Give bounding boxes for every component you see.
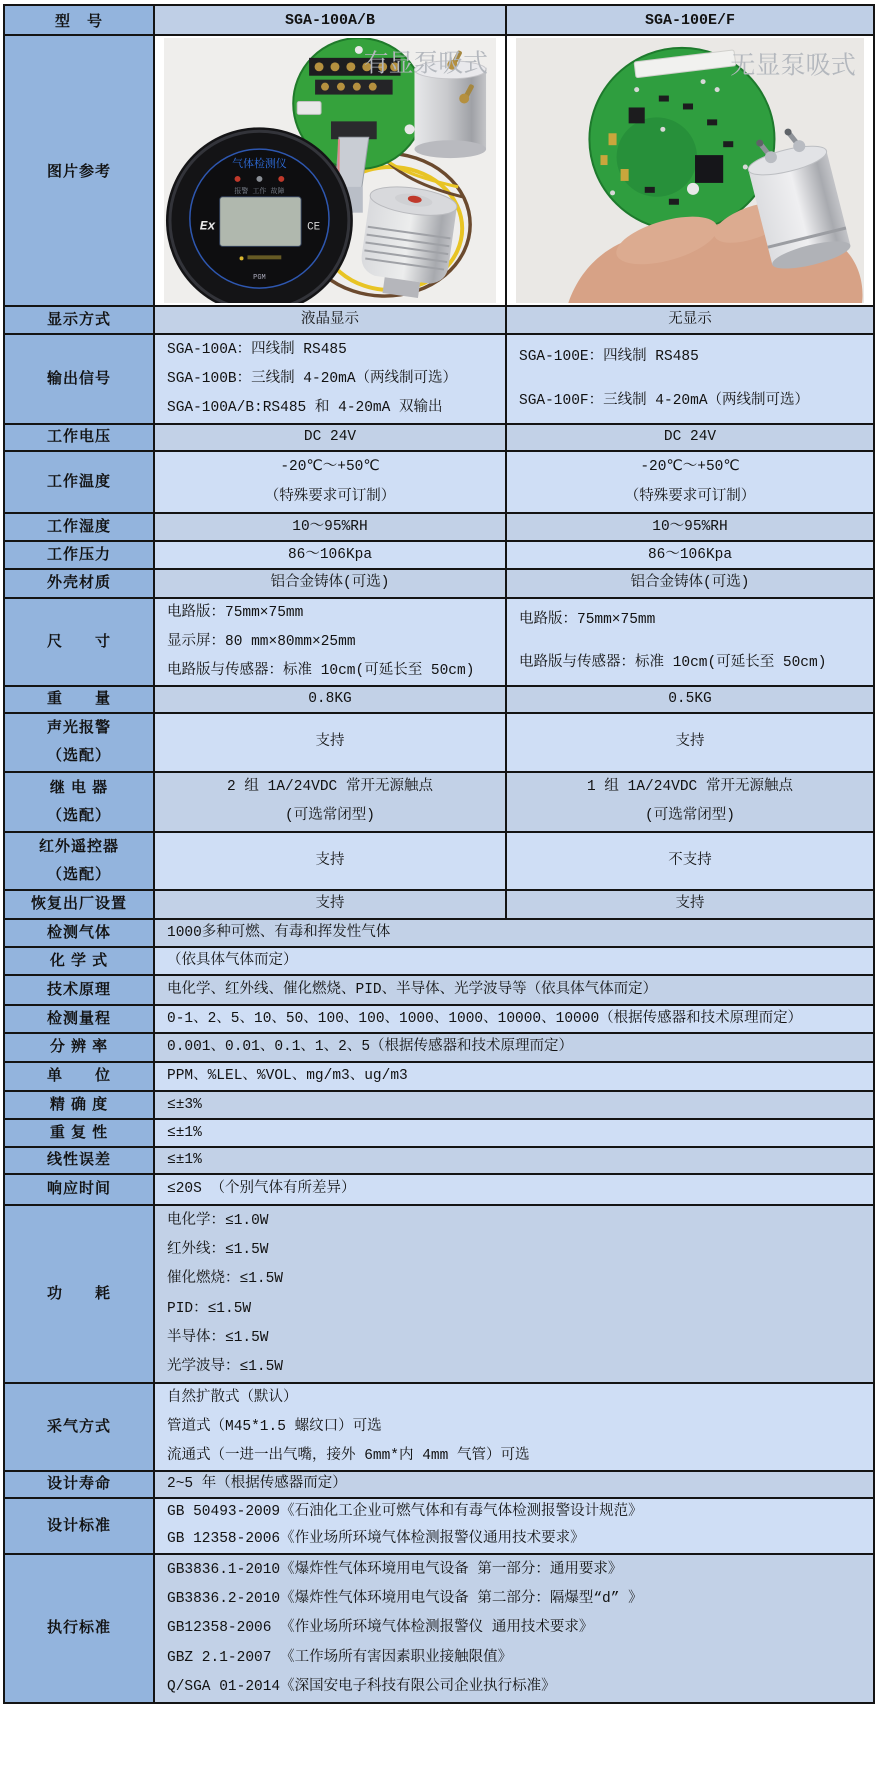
text-line: SGA-100E：四线制 RS485 [519, 348, 699, 365]
text-line: 分 辨 率 [49, 1038, 109, 1056]
text-line: 化 学 式 [49, 951, 109, 969]
value-right [507, 714, 873, 771]
value-right [507, 570, 873, 597]
row-label [5, 1006, 155, 1032]
text-line: ≤±1% [167, 1152, 202, 1169]
text-line: 单 位 [46, 1067, 111, 1085]
value-merged [155, 1555, 873, 1702]
row-label [5, 1206, 155, 1382]
left-product-photo [164, 38, 496, 303]
text-line: (可选常闭型) [645, 808, 735, 825]
row-dimensions [5, 597, 873, 685]
row-label [5, 773, 155, 831]
text-line: 铝合金铸体(可选) [270, 575, 390, 592]
row-power-consumption [5, 1204, 873, 1382]
photo-right-cell [507, 36, 873, 305]
text-line: 1 组 1A/24VDC 常开无源触点 [587, 779, 793, 796]
text-line: 检测量程 [46, 1009, 111, 1027]
text-line: 自然扩散式（默认） [167, 1390, 298, 1407]
value-left [155, 307, 507, 333]
text-line: SGA-100A/B:RS485 和 4-20mA 双输出 [167, 400, 443, 417]
row-relay [5, 771, 873, 831]
text-line: （特殊要求可订制） [624, 488, 756, 505]
text-line: 外壳材质 [46, 574, 111, 592]
text-line: 线性误差 [46, 1151, 111, 1169]
text-line: Q/SGA 01-2014《深国安电子科技有限公司企业执行标准》 [167, 1679, 556, 1696]
image-row-label: 图片参考 [5, 36, 155, 305]
value-merged [155, 1034, 873, 1061]
text-line: 精 确 度 [49, 1095, 109, 1113]
photo-left-cell [155, 36, 507, 305]
row-label [5, 425, 155, 450]
value-left [155, 687, 507, 712]
text-line: 执行标准 [46, 1619, 111, 1637]
text-line: 电路版与传感器：标准 10cm(可延长至 50cm) [519, 655, 827, 672]
value-left [155, 514, 507, 540]
row-label [5, 687, 155, 712]
text-line: 支持 [675, 896, 705, 913]
text-line: GBZ 2.1-2007 《工作场所有害因素职业接触限值》 [167, 1649, 513, 1666]
text-line: 管道式（M45*1.5 螺纹口）可选 [167, 1418, 382, 1435]
text-line: 液晶显示 [301, 311, 359, 328]
text-line: 支持 [315, 896, 345, 913]
text-line: 显示方式 [46, 310, 111, 328]
text-line: -20℃～+50℃ [640, 458, 740, 475]
row-label [5, 976, 155, 1004]
row-label [5, 542, 155, 568]
text-line: 0.5KG [668, 691, 712, 708]
text-line: 电路版：75mm×75mm [519, 612, 656, 629]
text-line: 86～106Kpa [287, 546, 373, 563]
text-line: 电路版与传感器：标准 10cm(可延长至 50cm) [167, 662, 475, 679]
text-line: 继 电 器 [49, 778, 109, 796]
text-line: 设计标准 [46, 1516, 111, 1534]
value-left [155, 335, 507, 423]
text-line: 86～106Kpa [647, 546, 733, 563]
value-merged [155, 920, 873, 946]
right-product-photo [516, 38, 864, 303]
text-line: GB 50493-2009《石油化工企业可燃气体和有毒气体检测报警设计规范》 [167, 1504, 643, 1521]
row-detect-range [5, 1004, 873, 1032]
text-line: ≤±3% [167, 1096, 202, 1113]
text-line: 0.001、0.01、0.1、1、2、5（根据传感器和技术原理而定） [167, 1039, 574, 1056]
text-line: 输出信号 [46, 369, 111, 387]
text-line: 半导体：≤1.5W [167, 1329, 269, 1346]
text-line: SGA-100A：四线制 RS485 [167, 341, 347, 358]
value-left [155, 425, 507, 450]
row-response-time [5, 1173, 873, 1204]
text-line: 电化学：≤1.0W [167, 1212, 269, 1229]
row-ir-remote [5, 831, 873, 889]
value-merged [155, 976, 873, 1004]
row-accuracy [5, 1090, 873, 1118]
row-display-mode [5, 305, 873, 333]
text-line: （特殊要求可订制） [264, 488, 396, 505]
value-merged [155, 1092, 873, 1118]
row-sound-light-alarm [5, 712, 873, 771]
row-label [5, 1148, 155, 1173]
ex-mark-text: Ex [199, 218, 216, 234]
row-factory-reset [5, 889, 873, 918]
text-line: 红外线：≤1.5W [167, 1241, 269, 1258]
led-labels-text: 报警 工作 故障 [234, 187, 285, 196]
text-line: （选配） [46, 806, 111, 824]
row-label [5, 1092, 155, 1118]
row-label [5, 1499, 155, 1553]
text-line: SGA-100B：三线制 4-20mA（两线制可选） [167, 370, 458, 387]
row-label [5, 948, 155, 974]
value-right [507, 335, 873, 423]
row-label [5, 1120, 155, 1146]
value-right [507, 773, 873, 831]
row-execution-standard [5, 1553, 873, 1702]
row-label [5, 570, 155, 597]
text-line: 红外遥控器 [38, 837, 119, 855]
value-left [155, 542, 507, 568]
text-line: GB3836.1-2010《爆炸性气体环境用电气设备 第一部分：通用要求》 [167, 1561, 623, 1578]
text-line: 工作温度 [46, 472, 111, 490]
row-shell-material [5, 568, 873, 597]
text-line: 1000多种可燃、有毒和挥发性气体 [167, 924, 391, 941]
row-working-humidity [5, 512, 873, 540]
pgm-button-text: PGM [253, 274, 266, 283]
text-line: (可选常闭型) [285, 808, 375, 825]
row-repeatability [5, 1118, 873, 1146]
value-merged [155, 1384, 873, 1470]
text-line: 2~5 年（根据传感器而定） [167, 1476, 347, 1493]
text-line: 重 复 性 [49, 1123, 109, 1141]
value-merged [155, 1499, 873, 1553]
row-weight [5, 685, 873, 712]
text-line: 重 量 [46, 690, 111, 708]
text-line: （选配） [46, 865, 111, 883]
value-left [155, 599, 507, 685]
text-line: 2 组 1A/24VDC 常开无源触点 [227, 779, 433, 796]
row-unit [5, 1061, 873, 1090]
row-design-life [5, 1470, 873, 1497]
value-merged [155, 1120, 873, 1146]
row-working-temperature [5, 450, 873, 512]
value-left [155, 833, 507, 889]
value-right [507, 307, 873, 333]
text-line: 工作电压 [46, 428, 111, 446]
row-label [5, 920, 155, 946]
value-merged [155, 1063, 873, 1090]
value-left [155, 714, 507, 771]
row-label [5, 1555, 155, 1702]
value-right [507, 891, 873, 918]
row-label [5, 599, 155, 685]
text-line: 支持 [315, 852, 345, 869]
model-a-header: SGA-100A/B [155, 6, 507, 34]
row-label [5, 833, 155, 889]
row-sampling-method [5, 1382, 873, 1470]
text-line: 响应时间 [46, 1180, 111, 1198]
value-right [507, 514, 873, 540]
row-working-voltage [5, 423, 873, 450]
row-label [5, 1472, 155, 1497]
text-line: 支持 [675, 734, 705, 751]
row-resolution [5, 1032, 873, 1061]
text-line: 设计寿命 [46, 1475, 111, 1493]
value-right [507, 599, 873, 685]
value-right [507, 833, 873, 889]
text-line: 工作压力 [46, 545, 111, 563]
text-line: 检测气体 [46, 923, 111, 941]
row-working-pressure [5, 540, 873, 568]
text-line: 恢复出厂设置 [30, 895, 127, 913]
text-line: DC 24V [663, 429, 717, 446]
value-left [155, 891, 507, 918]
text-line: 10～95%RH [652, 518, 728, 535]
text-line: 工作湿度 [46, 517, 111, 535]
row-design-standard [5, 1497, 873, 1553]
text-line: 光学波导：≤1.5W [167, 1359, 284, 1376]
text-line: -20℃～+50℃ [280, 458, 380, 475]
model-e-header: SGA-100E/F [507, 6, 873, 34]
value-left [155, 452, 507, 512]
text-line: 电路版：75mm×75mm [167, 605, 304, 622]
text-line: GB 12358-2006《作业场所环境气体检测报警仪通用技术要求》 [167, 1531, 585, 1548]
text-line: 10～95%RH [292, 518, 368, 535]
text-line: 技术原理 [46, 980, 111, 998]
row-label [5, 335, 155, 423]
text-line: 催化燃烧：≤1.5W [167, 1271, 284, 1288]
row-label [5, 1175, 155, 1204]
text-line: （依具体气体而定） [167, 952, 298, 969]
text-line: 采气方式 [46, 1417, 111, 1435]
text-line: 无显示 [668, 311, 712, 328]
image-reference-row [5, 34, 873, 305]
value-right [507, 687, 873, 712]
text-line: 铝合金铸体(可选) [630, 575, 750, 592]
text-line: GB3836.2-2010《爆炸性气体环境用电气设备 第二部分：隔爆型“d” 》 [167, 1591, 643, 1608]
product-spec-table [3, 4, 875, 1704]
text-line: 流通式（一进一出气嘴，接外 6mm*内 4mm 气管）可选 [167, 1447, 530, 1464]
row-detect-gas [5, 918, 873, 946]
left-watermark-text: 有显泵吸式 [363, 51, 489, 80]
row-label [5, 1034, 155, 1061]
value-merged [155, 948, 873, 974]
value-left [155, 773, 507, 831]
text-line: 0-1、2、5、10、50、100、100、1000、1000、10000、10000（根据传感器和技术原理而定） [167, 1010, 803, 1027]
row-label [5, 1384, 155, 1470]
text-line: PPM、%LEL、%VOL、mg/m3、ug/m3 [167, 1068, 408, 1085]
header-row [5, 6, 873, 34]
text-line: 支持 [315, 734, 345, 751]
row-label [5, 1063, 155, 1090]
value-right [507, 452, 873, 512]
text-line: （选配） [46, 747, 111, 764]
row-tech-principle [5, 974, 873, 1004]
text-line: 0.8KG [308, 691, 352, 708]
text-line: 电化学、红外线、催化燃烧、PID、半导体、光学波导等（依具体气体而定） [167, 981, 658, 998]
text-line: 声光报警 [46, 719, 111, 737]
right-watermark-text: 无显泵吸式 [730, 53, 856, 82]
text-line: ≤20S （个别气体有所差异） [167, 1181, 356, 1198]
text-line: 功 耗 [46, 1284, 111, 1302]
value-merged [155, 1175, 873, 1204]
text-line: DC 24V [303, 429, 357, 446]
text-line: SGA-100F：三线制 4-20mA（两线制可选） [519, 392, 810, 409]
row-chemical-formula [5, 946, 873, 974]
model-header-label: 型 号 [5, 6, 155, 34]
row-label [5, 714, 155, 771]
row-label [5, 514, 155, 540]
value-right [507, 542, 873, 568]
value-merged [155, 1206, 873, 1382]
row-label [5, 452, 155, 512]
value-left [155, 570, 507, 597]
text-line: GB12358-2006 《作业场所环境气体检测报警仪 通用技术要求》 [167, 1620, 594, 1637]
text-line: ≤±1% [167, 1124, 202, 1141]
text-line: 不支持 [668, 852, 712, 869]
value-merged [155, 1148, 873, 1173]
value-merged [155, 1006, 873, 1032]
value-merged [155, 1472, 873, 1497]
row-output-signal [5, 333, 873, 423]
text-line: PID：≤1.5W [167, 1300, 252, 1317]
value-right [507, 425, 873, 450]
ce-mark-text: CE [307, 221, 321, 234]
row-label [5, 891, 155, 918]
device-title-text: 气体检测仪 [232, 159, 287, 172]
row-label [5, 307, 155, 333]
text-line: 显示屏：80 mm×80mm×25mm [167, 633, 356, 650]
text-line: 尺 寸 [46, 632, 111, 650]
row-linearity-error [5, 1146, 873, 1173]
